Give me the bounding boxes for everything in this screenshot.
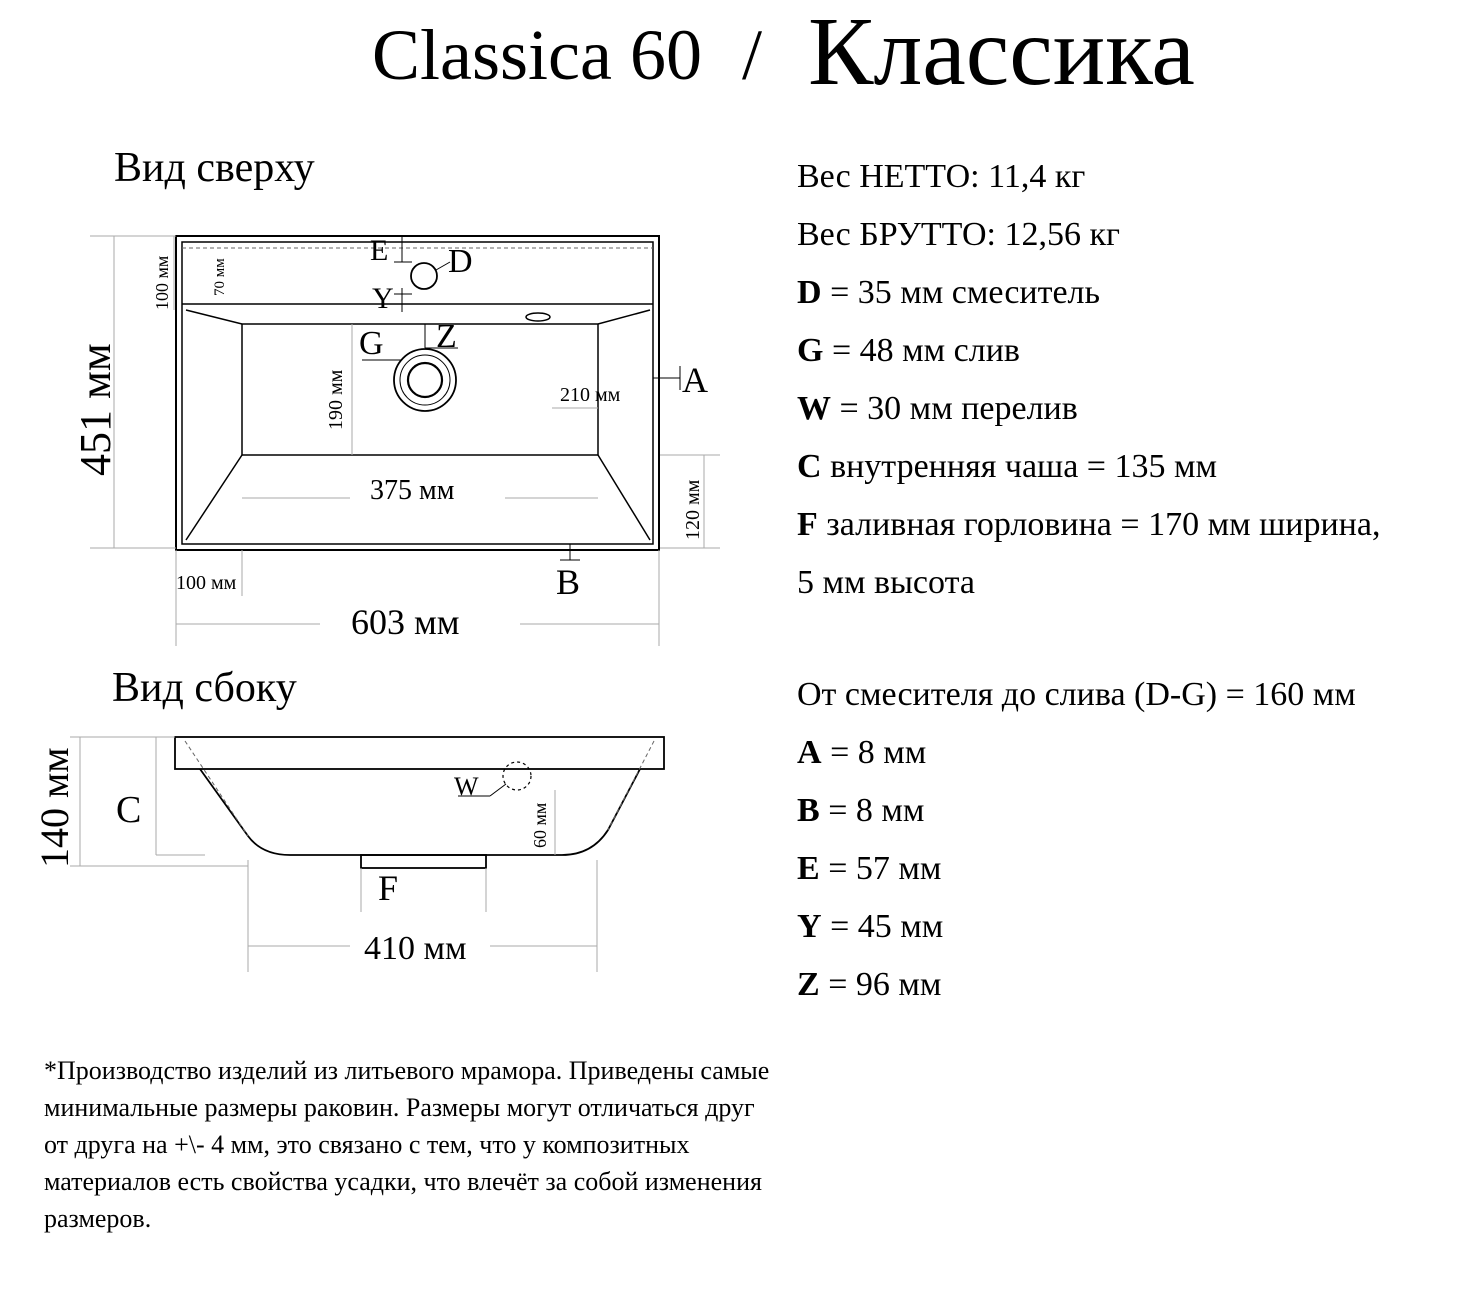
- spec-a: [797, 734, 926, 772]
- label-f: F: [378, 868, 399, 908]
- spec-e-value: = 57 мм: [819, 850, 942, 887]
- spec-e-key: E: [797, 850, 820, 887]
- label-z: Z: [436, 318, 457, 355]
- title-latin: Classica 60: [372, 15, 702, 95]
- side-dim-60-label: 60 мм: [530, 802, 550, 848]
- bowl-corner-br: [598, 455, 650, 540]
- dim-70-label: 70 мм: [212, 258, 228, 296]
- spec-weight-gross: Вес БРУТТО: 12,56 кг: [797, 216, 1120, 253]
- spec-dg-distance: От смесителя до слива (D-G) = 160 мм: [797, 676, 1356, 713]
- dim-120-label: 120 мм: [682, 479, 704, 540]
- side-bowl-outline: [200, 769, 640, 855]
- side-view-drawing: [30, 720, 680, 980]
- dim-height-label: 451 мм: [71, 343, 120, 476]
- dim-inner-width-label: 375 мм: [370, 475, 455, 506]
- spec-w-value: = 30 мм перелив: [831, 390, 1078, 427]
- spec-w: [797, 390, 1078, 428]
- spec-b-value: = 8 мм: [819, 792, 925, 829]
- footnote-line: *Производство изделий из литьевого мрамора. Приведены самые: [44, 1056, 770, 1085]
- dim-190-label: 190 мм: [325, 369, 347, 430]
- spec-f-value: заливная горловина = 170 мм ширина,: [817, 506, 1381, 543]
- side-bowl-inner-dashed: [185, 741, 654, 836]
- footnote-line: минимальные размеры раковин. Размеры могут отличаться друг: [44, 1093, 755, 1122]
- spec-a-key: A: [797, 734, 822, 771]
- side-rim: [175, 737, 664, 769]
- title-cyrillic: Классика: [808, 0, 1195, 106]
- spec-g-key: G: [797, 332, 824, 369]
- w-leader-diag: [490, 784, 506, 796]
- top-view-title: Вид сверху: [114, 145, 315, 191]
- spec-g-value: = 48 мм слив: [823, 332, 1020, 369]
- top-view-drawing: [60, 215, 740, 655]
- spec-z-key: Z: [797, 966, 820, 1003]
- spec-g: [797, 332, 1020, 370]
- label-d: D: [448, 243, 473, 280]
- label-w: W: [454, 772, 479, 801]
- spec-c: [797, 448, 1217, 486]
- drain-outer-ring: [394, 349, 456, 411]
- page-title: [0, 2, 1476, 112]
- overflow-slot: [526, 313, 550, 321]
- spec-e: [797, 850, 941, 888]
- spec-d-key: D: [797, 274, 822, 311]
- spec-a-value: = 8 мм: [821, 734, 927, 771]
- dim-100-bottom-label: 100 мм: [176, 572, 237, 594]
- footnote-line: материалов есть свойства усадки, что влечёт за собой изменения: [44, 1167, 762, 1196]
- label-c: C: [116, 789, 142, 831]
- label-y: Y: [372, 282, 394, 315]
- footnote: [44, 1052, 944, 1237]
- spec-d: [797, 274, 1100, 312]
- footnote-line: размеров.: [44, 1204, 152, 1233]
- spec-c-key: C: [797, 448, 822, 485]
- spec-z-value: = 96 мм: [819, 966, 942, 1003]
- spec-b: [797, 792, 924, 830]
- spec-y: [797, 908, 943, 946]
- side-dim-height-label: 140 мм: [32, 747, 77, 868]
- spec-f: [797, 506, 1380, 544]
- side-dim-width-label: 410 мм: [364, 930, 467, 967]
- dim-210-label: 210 мм: [560, 384, 621, 406]
- label-g: G: [359, 325, 384, 362]
- spec-w-key: W: [797, 390, 831, 427]
- spec-d-value: = 35 мм смеситель: [821, 274, 1101, 311]
- faucet-hole: [411, 263, 437, 289]
- label-a: A: [682, 360, 708, 400]
- spec-f-height: 5 мм высота: [797, 564, 975, 601]
- side-view-title: Вид сбоку: [112, 665, 297, 711]
- drain-neck: [361, 855, 486, 868]
- dim-width-label: 603 мм: [351, 602, 460, 642]
- spec-y-key: Y: [797, 908, 822, 945]
- title-separator: /: [742, 15, 763, 95]
- label-e: E: [370, 234, 389, 267]
- spec-f-key: F: [797, 506, 818, 543]
- spec-y-value: = 45 мм: [821, 908, 944, 945]
- spec-c-value: внутренняя чаша = 135 мм: [821, 448, 1218, 485]
- drain-hole: [408, 363, 442, 397]
- dim-100-left-label: 100 мм: [152, 255, 172, 310]
- spec-b-key: B: [797, 792, 820, 829]
- overflow-circle: [503, 762, 531, 790]
- label-b: B: [556, 562, 581, 602]
- spec-weight-net: Вес НЕТТО: 11,4 кг: [797, 158, 1086, 195]
- footnote-line: от друга на +\- 4 мм, это связано с тем, что у композитных: [44, 1130, 690, 1159]
- bowl-corner-bl: [186, 455, 242, 540]
- spec-z: [797, 966, 941, 1004]
- bowl-top-edge: [186, 310, 650, 324]
